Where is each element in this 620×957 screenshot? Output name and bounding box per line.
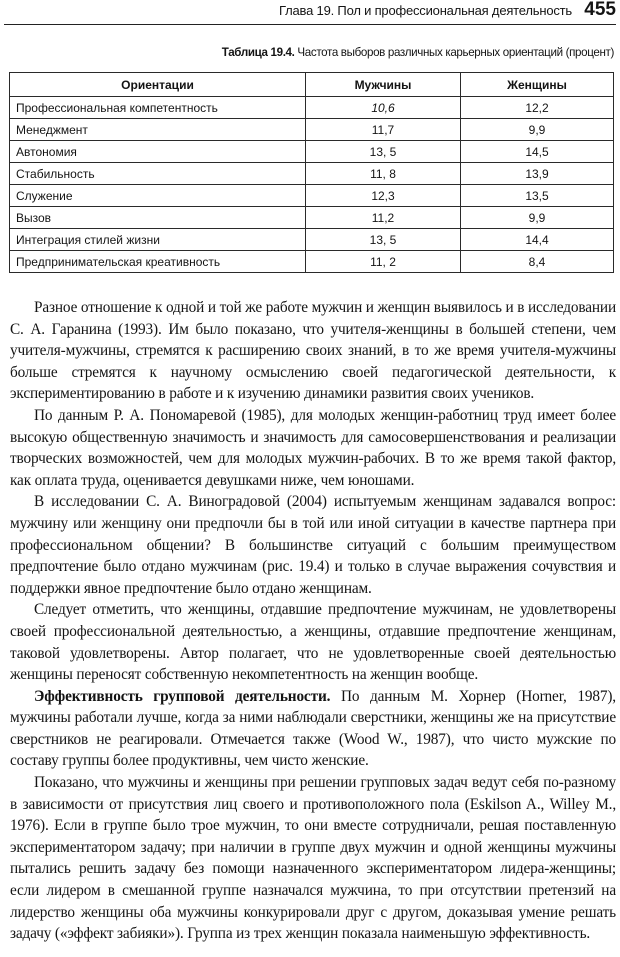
running-title: Глава 19. Пол и профессиональная деятельность bbox=[279, 3, 572, 18]
men-value-cell: 12,3 bbox=[306, 185, 461, 207]
career-orientation-table bbox=[9, 72, 614, 273]
paragraph-preference: Следует отметить, что женщины, отдавшие предпочтение мужчинам, не удовлетворены своей профессиональной деятельностью, а женщины, отдавшие предпочтение женщинам, таковой удовлетворены. Автор полагает, что не удовлетворенные своей деятельностью женщины переносят собственную некомпетентность на женщин вообще. bbox=[10, 601, 616, 684]
women-value-cell: 8,4 bbox=[461, 251, 614, 273]
men-value-cell: 13, 5 bbox=[306, 229, 461, 251]
body-text bbox=[10, 297, 616, 945]
orientation-cell: Менеджмент bbox=[10, 119, 306, 141]
table-row bbox=[10, 141, 614, 163]
running-header bbox=[4, 0, 616, 25]
table-caption-text: Частота выборов различных карьерных ориентаций (процент) bbox=[297, 46, 614, 59]
table-header-row bbox=[10, 73, 614, 97]
table-row bbox=[10, 163, 614, 185]
paragraph-group-efficiency bbox=[10, 686, 616, 772]
men-value-cell: 11, 8 bbox=[306, 163, 461, 185]
section-run-in-heading: Эффективность групповой деятельности. bbox=[34, 687, 331, 705]
orientation-cell: Вызов bbox=[10, 207, 306, 229]
column-header-women: Женщины bbox=[461, 73, 614, 97]
orientation-cell: Интеграция стилей жизни bbox=[10, 229, 306, 251]
page-number: 455 bbox=[584, 0, 616, 20]
women-value-cell: 14,4 bbox=[461, 229, 614, 251]
table-row bbox=[10, 97, 614, 119]
paragraph-vinogradova: В исследовании С. А. Виноградовой (2004) испытуемым женщинам задавался вопрос: мужчину или женщину они предпочли бы в той или иной ситуации в качестве партнера при профессиональном общении? В большинстве ситуаций с большим преимуществом предпочтение было отдано мужчинам (рис. 19.4) и только в случае выражения сочувствия и поддержки явное предпочтение было отдано женщинам. bbox=[10, 493, 616, 597]
men-value-cell: 13, 5 bbox=[306, 141, 461, 163]
column-header-men: Мужчины bbox=[306, 73, 461, 97]
table-row bbox=[10, 251, 614, 273]
orientation-cell: Профессиональная компетентность bbox=[10, 97, 306, 119]
table-row bbox=[10, 207, 614, 229]
paragraph-group-tasks: Показано, что мужчины и женщины при решении групповых задач ведут себя по-разному в зависимости от присутствия лиц своего и противоположного пола (Eskilson A., Willey M., 1976). Если в группе было трое мужчин, то они вместе сотрудничали, решая поставленную экспериментатором задачу; при наличии в группе двух мужчин и одной женщины мужчины пытались решить задачу без помощи назначенного экспериментатором лидера-женщины; если лидером в смешанной группе назначался мужчина, то при отсутствии претензий на лидерство женщины оба мужчины конкурировали друг с другом, доказывая умение решать задачу («эффект забияки»). Группа из трех женщин показала наименьшую эффективность. bbox=[10, 774, 616, 943]
orientation-cell: Стабильность bbox=[10, 163, 306, 185]
paragraph-ponomareva: По данным Р. А. Пономаревой (1985), для молодых женщин-работниц труд имеет более высокую общественную значимость и значимость для самосовершенствования и реализации творческих возможностей, чем для молодых мужчин-рабочих. В то же время такой фактор, как оплата труда, оценивается девушками ниже, чем юношами. bbox=[10, 406, 616, 489]
women-value-cell: 14,5 bbox=[461, 141, 614, 163]
men-value-cell: 10,6 bbox=[306, 97, 461, 119]
women-value-cell: 9,9 bbox=[461, 207, 614, 229]
orientation-cell: Служение bbox=[10, 185, 306, 207]
men-value-cell: 11,2 bbox=[306, 207, 461, 229]
orientation-cell: Автономия bbox=[10, 141, 306, 163]
paragraph-group-efficiency-text: По данным М. Хорнер (Horner, 1987), мужчины работали лучше, когда за ними наблюдали сверстники, женщины же на присутствие сверстников не реагировали. Отмечается также (Wood W., 1987), что чисто мужские по составу группы более продуктивны, чем чисто женские. bbox=[10, 687, 616, 770]
table-caption bbox=[0, 46, 614, 59]
table-row bbox=[10, 119, 614, 141]
table-row bbox=[10, 185, 614, 207]
orientation-cell: Предпринимательская креативность bbox=[10, 251, 306, 273]
men-value-cell: 11,7 bbox=[306, 119, 461, 141]
women-value-cell: 9,9 bbox=[461, 119, 614, 141]
table-row bbox=[10, 229, 614, 251]
men-value-cell: 11, 2 bbox=[306, 251, 461, 273]
table-caption-label: Таблица 19.4. bbox=[221, 46, 295, 59]
paragraph-garanin: Разное отношение к одной и той же работе мужчин и женщин выявилось и в исследовании С. А. Гаранина (1993). Им было показано, что учителя-женщины в большей степени, чем учителя-мужчины, стремятся к расширению своих знаний, в то же время учителя-мужчины больше стремятся к научному осмыслению своей педагогической деятельности, к экспериментированию в работе и к изучению динамики развития своих учеников. bbox=[10, 299, 616, 403]
column-header-orientations: Ориентации bbox=[10, 73, 306, 97]
women-value-cell: 12,2 bbox=[461, 97, 614, 119]
women-value-cell: 13,9 bbox=[461, 163, 614, 185]
women-value-cell: 13,5 bbox=[461, 185, 614, 207]
